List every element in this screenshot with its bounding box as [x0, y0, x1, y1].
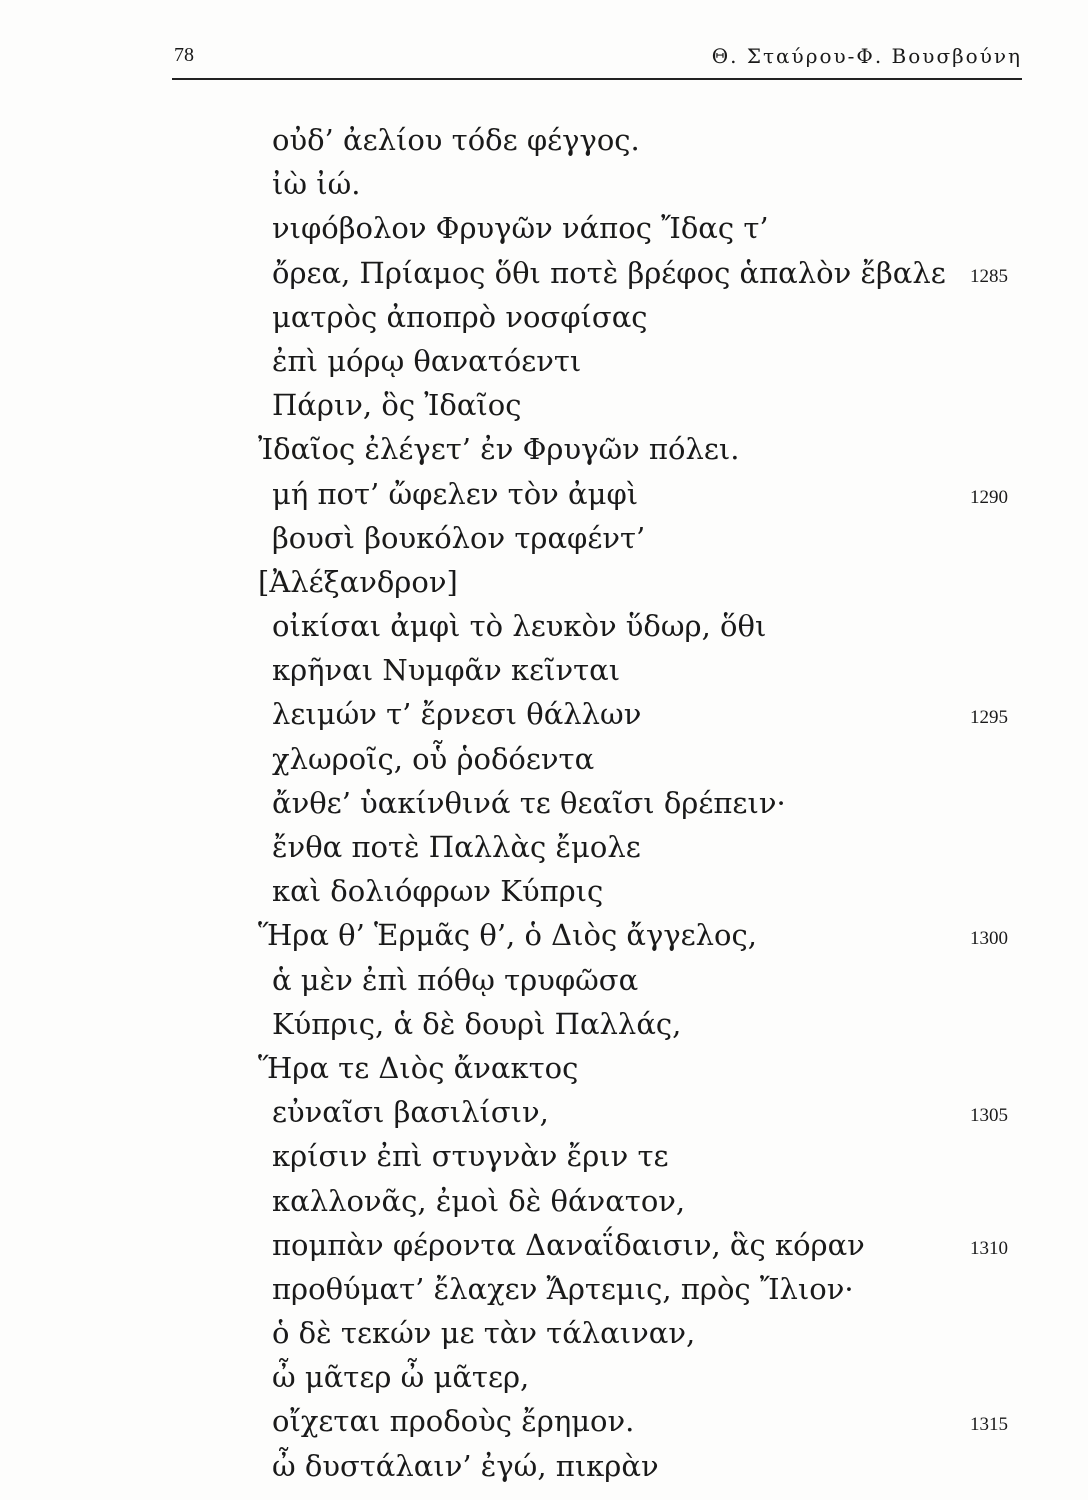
- running-head: Θ. Σταύρου-Φ. Βουσβούνη: [711, 44, 1022, 68]
- verse-line-text: [Ἀλέξανδρον]: [258, 564, 458, 599]
- verse-line: [258, 516, 1028, 560]
- verse-line-text: κρῆναι Νυμφᾶν κεῖνται: [272, 653, 621, 688]
- verse-line-text: λειμών τ’ ἔρνεσι θάλλων: [272, 697, 642, 732]
- verse-line: [258, 958, 1028, 1002]
- verse-line-text: ματρὸς ἀποπρὸ νοσφίσας: [272, 299, 648, 334]
- verse-line-text: οὐδ’ ἀελίου τόδε φέγγος.: [272, 123, 640, 157]
- line-number: 1315: [970, 1414, 1008, 1436]
- verse-line: [258, 1444, 1028, 1488]
- verse-line-text: μή ποτ’ ὤφελεν τὸν ἀμφὶ: [272, 476, 639, 511]
- verse-line: [258, 162, 1028, 206]
- verse-line: [258, 1267, 1028, 1311]
- verse-line: [258, 472, 1028, 516]
- verse-line-text: Ἰδαῖος ἐλέγετ’ ἐν Φρυγῶν πόλει.: [258, 432, 740, 467]
- verse-line: [258, 737, 1028, 781]
- line-number: 1295: [970, 707, 1008, 729]
- verse-line: [258, 339, 1028, 383]
- line-number: 1310: [970, 1237, 1008, 1259]
- verse-line: [258, 1046, 1028, 1090]
- verse-line-text: Ἥρα θ’ Ἑρμᾶς θ’, ὁ Διὸς ἄγγελος,: [258, 918, 757, 953]
- verse-line: [258, 1311, 1028, 1355]
- verse-line-text: Πάριν, ὃς Ἰδαῖος: [272, 388, 522, 423]
- verse-line-text: κρίσιν ἐπὶ στυγνὰν ἔριν τε: [272, 1139, 669, 1174]
- verse-line-text: ἰὼ ἰώ.: [272, 167, 361, 202]
- verse-line: [258, 648, 1028, 692]
- verse-line-text: νιφόβολον Φρυγῶν νάπος Ἴδας τ’: [272, 211, 769, 246]
- verse-line: [258, 1179, 1028, 1223]
- line-number: 1290: [970, 486, 1008, 508]
- verse-line: [258, 206, 1028, 250]
- verse-line: [258, 1355, 1028, 1399]
- line-number: 1300: [970, 928, 1008, 950]
- verse-line: [258, 1134, 1028, 1178]
- verse-line: [258, 825, 1028, 869]
- verse-line: [258, 913, 1028, 957]
- verse-line-text: προθύματ’ ἔλαχεν Ἄρτεμις, πρὸς Ἴλιον·: [272, 1271, 854, 1306]
- verse-line: [258, 1002, 1028, 1046]
- verse-line-text: ἄνθε’ ὑακίνθινά τε θεαῖσι δρέπειν·: [272, 785, 786, 820]
- page-header: [172, 40, 1022, 80]
- verse-line-text: Κύπρις, ἁ δὲ δουρὶ Παλλάς,: [272, 1006, 682, 1041]
- verse-line: [258, 383, 1028, 427]
- verse-line-text: πομπὰν φέροντα Δαναΐδαισιν, ἃς κόραν: [272, 1227, 865, 1262]
- verse-line-text: Ἥρα τε Διὸς ἄνακτος: [258, 1050, 579, 1085]
- verse-line: [258, 692, 1028, 736]
- verse-line: [258, 1399, 1028, 1443]
- verse-block: [258, 118, 1028, 1488]
- page-number: 78: [174, 44, 194, 66]
- verse-line-text: οἰκίσαι ἀμφὶ τὸ λευκὸν ὕδωρ, ὅθι: [272, 609, 767, 644]
- line-number: 1285: [970, 265, 1008, 287]
- verse-line: [258, 1223, 1028, 1267]
- verse-line-text: ὦ δυστάλαιν’ ἐγώ, πικρὰν: [272, 1448, 659, 1483]
- verse-line-text: εὐναῖσι βασιλίσιν,: [272, 1095, 549, 1130]
- verse-line: [258, 427, 1028, 471]
- verse-line-text: ὦ μᾶτερ ὦ μᾶτερ,: [272, 1360, 530, 1395]
- verse-line-text: ἁ μὲν ἐπὶ πόθῳ τρυφῶσα: [272, 962, 639, 997]
- verse-line-text: βουσὶ βουκόλον τραφέντ’: [272, 520, 646, 555]
- verse-line-text: καλλονᾶς, ἐμοὶ δὲ θάνατον,: [272, 1183, 686, 1218]
- verse-line: [258, 560, 1028, 604]
- verse-line-text: ἐπὶ μόρῳ θανατόεντι: [272, 343, 582, 378]
- verse-line-text: καὶ δολιόφρων Κύπρις: [272, 874, 604, 909]
- verse-line-text: οἴχεται προδοὺς ἔρημον.: [272, 1404, 635, 1439]
- verse-line: [258, 118, 1028, 162]
- verse-line: [258, 869, 1028, 913]
- verse-line: [258, 251, 1028, 295]
- verse-line-text: ὁ δὲ τεκών με τὰν τάλαιναν,: [272, 1316, 696, 1351]
- verse-line-text: ὄρεα, Πρίαμος ὅθι ποτὲ βρέφος ἁπαλὸν ἔβαλε: [272, 255, 946, 290]
- verse-line-text: χλωροῖς, οὗ ῥοδόεντα: [272, 741, 595, 776]
- verse-line: [258, 1090, 1028, 1134]
- verse-line-text: ἔνθα ποτὲ Παλλὰς ἔμολε: [272, 830, 641, 864]
- verse-line: [258, 604, 1028, 648]
- verse-line: [258, 781, 1028, 825]
- line-number: 1305: [970, 1105, 1008, 1127]
- verse-line: [258, 295, 1028, 339]
